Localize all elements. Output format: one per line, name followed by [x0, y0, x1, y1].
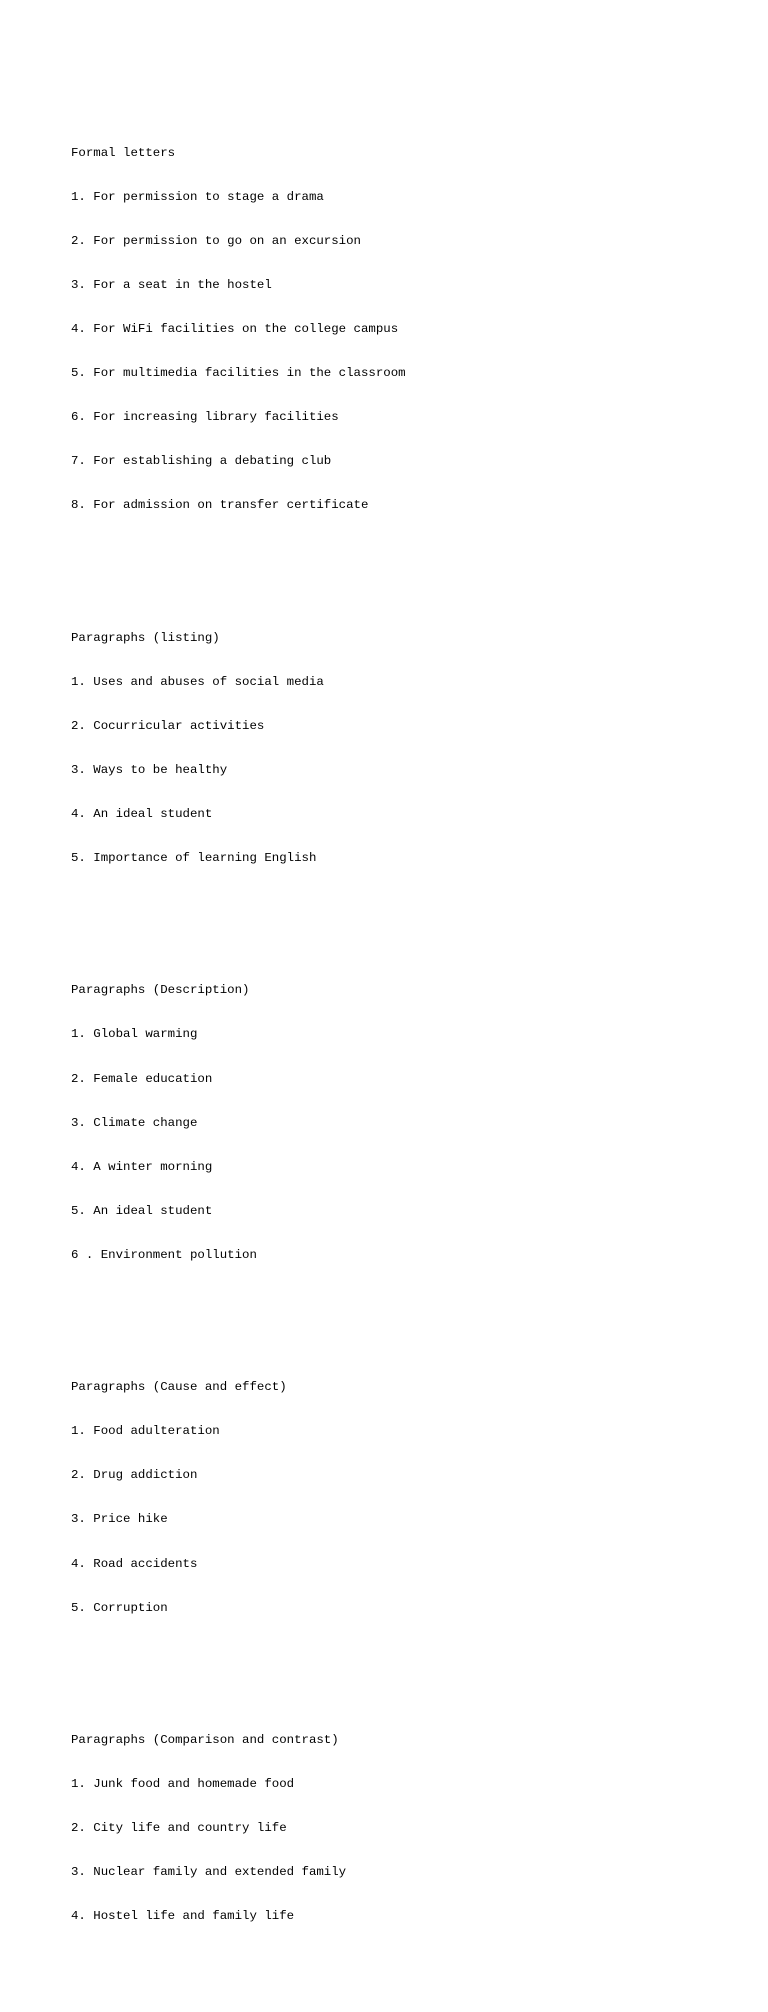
- list-item: 8. For admission on transfer certificate: [71, 498, 369, 513]
- section-heading: Paragraphs (Description): [71, 983, 250, 998]
- list-item: 2. City life and country life: [71, 1821, 287, 1836]
- list-item: 2. Cocurricular activities: [71, 718, 265, 733]
- section-heading: Formal letters: [71, 145, 176, 160]
- list-item: 4. Road accidents: [71, 1556, 198, 1571]
- list-item: 2. For permission to go on an excursion: [71, 233, 361, 248]
- section-paragraphs-comparison-contrast: [71, 1704, 406, 1954]
- list-item: 3. Price hike: [71, 1512, 168, 1527]
- list-item: 4. Hostel life and family life: [71, 1909, 295, 1924]
- section-heading: Paragraphs (listing): [71, 630, 220, 645]
- section-paragraphs-description: [71, 954, 406, 1292]
- list-item: 5. Importance of learning English: [71, 851, 317, 866]
- list-item: 3. Climate change: [71, 1115, 198, 1130]
- list-item: 4. For WiFi facilities on the college campus: [71, 321, 399, 336]
- list-item: 3. Nuclear family and extended family: [71, 1865, 347, 1880]
- list-item: 4. An ideal student: [71, 806, 213, 821]
- list-item: 5. Corruption: [71, 1600, 168, 1615]
- list-item: 5. An ideal student: [71, 1203, 213, 1218]
- section-paragraphs-cause-effect: [71, 1351, 406, 1645]
- list-item: 3. Ways to be healthy: [71, 762, 228, 777]
- document-body: [71, 72, 406, 2012]
- list-item: 3. For a seat in the hostel: [71, 277, 272, 292]
- list-item: 1. Uses and abuses of social media: [71, 674, 324, 689]
- list-item: 2. Female education: [71, 1071, 213, 1086]
- section-heading: Paragraphs (Comparison and contrast): [71, 1732, 339, 1747]
- list-item: 7. For establishing a debating club: [71, 454, 332, 469]
- list-item: 2. Drug addiction: [71, 1468, 198, 1483]
- section-formal-letters: [71, 116, 406, 542]
- list-item: 6 . Environment pollution: [71, 1247, 257, 1262]
- section-paragraphs-listing: [71, 601, 406, 895]
- list-item: 5. For multimedia facilities in the classroom: [71, 365, 406, 380]
- section-heading: Paragraphs (Cause and effect): [71, 1380, 287, 1395]
- list-item: 4. A winter morning: [71, 1159, 213, 1174]
- list-item: 1. Food adulteration: [71, 1424, 220, 1439]
- list-item: 1. For permission to stage a drama: [71, 189, 324, 204]
- list-item: 1. Junk food and homemade food: [71, 1777, 295, 1792]
- list-item: 1. Global warming: [71, 1027, 198, 1042]
- list-item: 6. For increasing library facilities: [71, 410, 339, 425]
